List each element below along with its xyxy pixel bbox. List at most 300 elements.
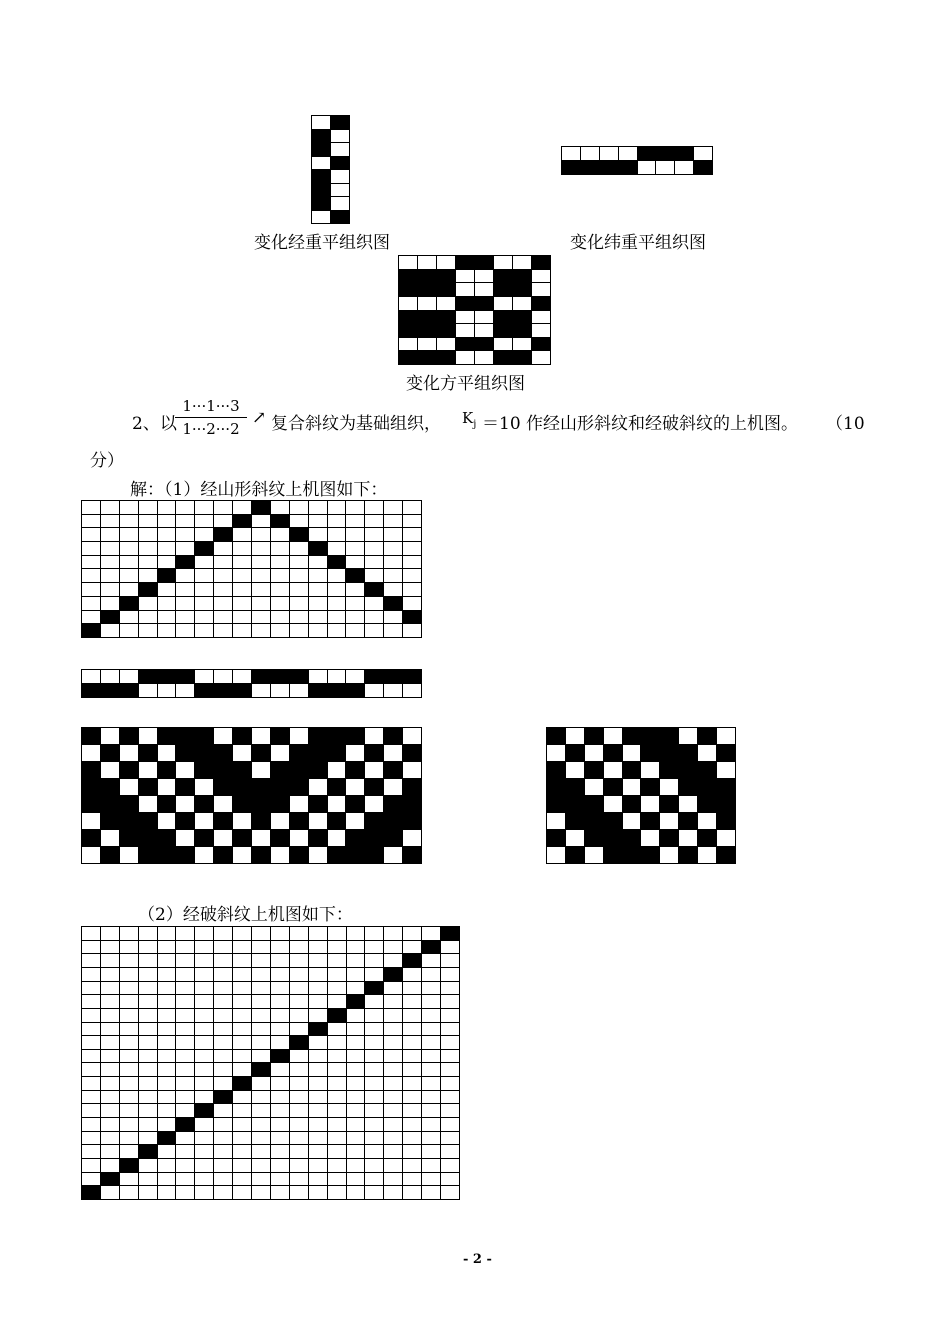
grid-cell	[384, 779, 402, 795]
grid-cell	[158, 927, 176, 940]
grid-cell	[309, 597, 327, 610]
grid-cell	[158, 796, 176, 812]
grid-cell	[176, 1173, 194, 1186]
grid-cell	[252, 779, 270, 795]
grid-cell	[139, 762, 157, 778]
grid-cell	[365, 954, 383, 967]
grid-cell	[158, 1104, 176, 1117]
grid-cell	[623, 762, 641, 778]
grid-cell	[139, 583, 157, 596]
grid-cell	[101, 954, 119, 967]
grid-cell	[403, 1050, 421, 1063]
grid-cell	[101, 670, 119, 683]
grid-cell	[585, 796, 603, 812]
grid-cell	[290, 1050, 308, 1063]
grid-cell	[252, 670, 270, 683]
grid-cell	[82, 1050, 100, 1063]
grid-cell	[158, 684, 176, 697]
grid-cell	[290, 1023, 308, 1036]
grid-cell	[604, 830, 622, 846]
grid-cell	[252, 847, 270, 863]
grid-cell	[195, 556, 213, 569]
grid-cell	[120, 1118, 138, 1131]
grid-cell	[176, 982, 194, 995]
grid-cell	[422, 1063, 440, 1076]
grid-cell	[347, 1077, 365, 1090]
grid-cell	[214, 1091, 232, 1104]
grid-cell	[271, 611, 289, 624]
grid-cell	[233, 813, 251, 829]
grid-cell	[679, 847, 697, 863]
grid-cell	[82, 1009, 100, 1022]
grid-cell	[346, 515, 364, 528]
grid-cell	[328, 1173, 346, 1186]
grid-cell	[101, 1077, 119, 1090]
grid-cell	[101, 1091, 119, 1104]
grid-cell	[252, 1186, 270, 1199]
grid-cell	[532, 351, 550, 364]
grid-cell	[494, 311, 512, 324]
grid-cell	[82, 1159, 100, 1172]
grid-cell	[195, 670, 213, 683]
grid-cell	[532, 338, 550, 351]
grid-cell	[698, 796, 716, 812]
grid-cell	[120, 583, 138, 596]
grid-cell	[399, 297, 417, 310]
grid-cell	[101, 762, 119, 778]
grid-cell	[176, 1159, 194, 1172]
grid-cell	[422, 982, 440, 995]
grid-cell	[120, 813, 138, 829]
grid-cell	[384, 830, 402, 846]
grid-cell	[437, 311, 455, 324]
grid-cell	[403, 927, 421, 940]
grid-cell	[252, 927, 270, 940]
grid-cell	[271, 995, 289, 1008]
grid-cell	[139, 1091, 157, 1104]
grid-cell	[158, 847, 176, 863]
grid-cell	[82, 1091, 100, 1104]
grid-cell	[101, 501, 119, 514]
grid-cell	[717, 745, 735, 761]
grid-cell	[441, 1063, 459, 1076]
grid-cell	[422, 1104, 440, 1117]
grid-cell	[623, 728, 641, 744]
grid-cell	[195, 583, 213, 596]
grid-cell	[214, 1145, 232, 1158]
grid-cell	[309, 624, 327, 637]
grid-cell	[656, 147, 674, 160]
grid-cell	[475, 270, 493, 283]
grid-cell	[195, 779, 213, 795]
grid-cell	[101, 941, 119, 954]
grid-cell	[403, 528, 421, 541]
grid-cell	[271, 556, 289, 569]
grid-cell	[679, 796, 697, 812]
grid-cell	[309, 684, 327, 697]
grid-cell	[252, 813, 270, 829]
grid-cell	[82, 941, 100, 954]
grid-cell	[252, 968, 270, 981]
grid-cell	[547, 847, 565, 863]
grid-cell	[365, 597, 383, 610]
grid-cell	[717, 796, 735, 812]
grid-cell	[328, 1132, 346, 1145]
grid-cell	[214, 1173, 232, 1186]
grid-cell	[441, 968, 459, 981]
grid-cell	[101, 624, 119, 637]
grid-cell	[82, 1077, 100, 1090]
grid-cell	[328, 779, 346, 795]
grid-cell	[422, 1077, 440, 1090]
grid-cell	[346, 597, 364, 610]
grid-cell	[638, 161, 656, 174]
grid-cell	[384, 670, 402, 683]
grid-cell	[252, 941, 270, 954]
grid-cell	[120, 1091, 138, 1104]
grid-cell	[290, 597, 308, 610]
grid-cell	[698, 847, 716, 863]
basket-weave-diagram	[398, 255, 551, 365]
grid-cell	[290, 1009, 308, 1022]
grid-cell	[82, 1132, 100, 1145]
grid-cell	[309, 1145, 327, 1158]
grid-cell	[365, 1009, 383, 1022]
grid-cell	[403, 745, 421, 761]
grid-cell	[139, 1063, 157, 1076]
grid-cell	[176, 968, 194, 981]
grid-cell	[384, 1091, 402, 1104]
grid-cell	[384, 968, 402, 981]
grid-cell	[82, 569, 100, 582]
grid-cell	[139, 1132, 157, 1145]
grid-cell	[82, 670, 100, 683]
grid-cell	[365, 982, 383, 995]
grid-cell	[101, 1050, 119, 1063]
grid-cell	[139, 1159, 157, 1172]
grid-cell	[365, 569, 383, 582]
grid-cell	[271, 528, 289, 541]
grid-cell	[403, 968, 421, 981]
grid-cell	[532, 324, 550, 337]
grid-cell	[139, 556, 157, 569]
grid-cell	[365, 813, 383, 829]
grid-cell	[271, 830, 289, 846]
grid-cell	[365, 556, 383, 569]
grid-cell	[437, 256, 455, 269]
grid-cell	[698, 728, 716, 744]
grid-cell	[158, 1145, 176, 1158]
grid-cell	[139, 796, 157, 812]
grid-cell	[195, 611, 213, 624]
grid-cell	[328, 597, 346, 610]
grid-cell	[233, 583, 251, 596]
grid-cell	[441, 927, 459, 940]
grid-cell	[365, 1077, 383, 1090]
grid-cell	[195, 1091, 213, 1104]
grid-cell	[139, 1173, 157, 1186]
grid-cell	[195, 830, 213, 846]
grid-cell	[120, 779, 138, 795]
grid-cell	[384, 501, 402, 514]
grid-cell	[271, 779, 289, 795]
grid-cell	[214, 556, 232, 569]
grid-cell	[346, 745, 364, 761]
grid-cell	[347, 1186, 365, 1199]
grid-cell	[214, 501, 232, 514]
grid-cell	[82, 597, 100, 610]
grid-cell	[384, 1009, 402, 1022]
grid-cell	[547, 813, 565, 829]
weft-rib-caption: 变化纬重平组织图	[570, 233, 706, 253]
grid-cell	[403, 670, 421, 683]
grid-cell	[309, 1050, 327, 1063]
grid-cell	[290, 501, 308, 514]
grid-cell	[346, 556, 364, 569]
grid-cell	[176, 1118, 194, 1131]
grid-cell	[82, 1063, 100, 1076]
grid-cell	[660, 728, 678, 744]
grid-cell	[399, 270, 417, 283]
grid-cell	[233, 1036, 251, 1049]
grid-cell	[176, 745, 194, 761]
grid-cell	[271, 569, 289, 582]
grid-cell	[656, 161, 674, 174]
grid-cell	[309, 1023, 327, 1036]
grid-cell	[312, 184, 330, 197]
grid-cell	[384, 796, 402, 812]
grid-cell	[604, 796, 622, 812]
grid-cell	[331, 170, 349, 183]
grid-cell	[195, 995, 213, 1008]
grid-cell	[309, 1132, 327, 1145]
grid-cell	[176, 1091, 194, 1104]
grid-cell	[717, 779, 735, 795]
grid-cell	[403, 611, 421, 624]
grid-cell	[309, 982, 327, 995]
grid-cell	[233, 745, 251, 761]
grid-cell	[139, 1145, 157, 1158]
grid-cell	[139, 569, 157, 582]
grid-cell	[347, 1118, 365, 1131]
grid-cell	[214, 968, 232, 981]
grid-cell	[233, 1173, 251, 1186]
grid-cell	[679, 830, 697, 846]
grid-cell	[120, 556, 138, 569]
grid-cell	[290, 982, 308, 995]
grid-cell	[365, 528, 383, 541]
grid-cell	[403, 597, 421, 610]
grid-cell	[365, 542, 383, 555]
grid-cell	[494, 338, 512, 351]
grid-cell	[384, 1023, 402, 1036]
grid-cell	[158, 1173, 176, 1186]
grid-cell	[347, 1023, 365, 1036]
grid-cell	[252, 684, 270, 697]
grid-cell	[158, 1023, 176, 1036]
grid-cell	[312, 130, 330, 143]
grid-cell	[328, 542, 346, 555]
grid-cell	[422, 1050, 440, 1063]
grid-cell	[309, 528, 327, 541]
grid-cell	[328, 847, 346, 863]
grid-cell	[101, 1186, 119, 1199]
grid-cell	[233, 515, 251, 528]
grid-cell	[331, 143, 349, 156]
grid-cell	[233, 1132, 251, 1145]
grid-cell	[158, 556, 176, 569]
grid-cell	[328, 611, 346, 624]
grid-cell	[101, 1145, 119, 1158]
grid-cell	[252, 528, 270, 541]
grid-cell	[271, 847, 289, 863]
grid-cell	[233, 847, 251, 863]
grid-cell	[214, 762, 232, 778]
grid-cell	[309, 995, 327, 1008]
grid-cell	[441, 1118, 459, 1131]
grid-cell	[513, 351, 531, 364]
grid-cell	[403, 982, 421, 995]
grid-cell	[271, 583, 289, 596]
grid-cell	[252, 1118, 270, 1131]
grid-cell	[158, 1186, 176, 1199]
grid-cell	[214, 1118, 232, 1131]
grid-cell	[309, 813, 327, 829]
grid-cell	[441, 1145, 459, 1158]
grid-cell	[437, 351, 455, 364]
grid-cell	[399, 351, 417, 364]
grid-cell	[195, 1036, 213, 1049]
grid-cell	[623, 830, 641, 846]
grid-cell	[290, 745, 308, 761]
grid-cell	[176, 1145, 194, 1158]
grid-cell	[641, 796, 659, 812]
grid-cell	[694, 147, 712, 160]
k-label: K	[462, 409, 474, 427]
grid-cell	[403, 1145, 421, 1158]
grid-cell	[494, 351, 512, 364]
grid-cell	[271, 728, 289, 744]
grid-cell	[271, 1173, 289, 1186]
grid-cell	[176, 830, 194, 846]
grid-cell	[566, 745, 584, 761]
grid-cell	[101, 1118, 119, 1131]
grid-cell	[252, 1009, 270, 1022]
grid-cell	[679, 813, 697, 829]
grid-cell	[82, 954, 100, 967]
grid-cell	[120, 847, 138, 863]
fraction-denominator: 1···2···2	[182, 420, 240, 438]
grid-cell	[660, 847, 678, 863]
grid-cell	[252, 1173, 270, 1186]
grid-cell	[547, 830, 565, 846]
grid-cell	[456, 256, 474, 269]
grid-cell	[139, 1104, 157, 1117]
grid-cell	[312, 211, 330, 224]
grid-cell	[271, 1050, 289, 1063]
grid-cell	[562, 147, 580, 160]
grid-cell	[271, 1118, 289, 1131]
grid-cell	[566, 813, 584, 829]
grid-cell	[82, 684, 100, 697]
grid-cell	[384, 1159, 402, 1172]
grid-cell	[82, 1023, 100, 1036]
grid-cell	[252, 1132, 270, 1145]
grid-cell	[158, 670, 176, 683]
grid-cell	[139, 927, 157, 940]
grid-cell	[252, 728, 270, 744]
grid-cell	[532, 256, 550, 269]
grid-cell	[271, 670, 289, 683]
grid-cell	[312, 170, 330, 183]
grid-cell	[271, 1104, 289, 1117]
grid-cell	[494, 283, 512, 296]
grid-cell	[120, 982, 138, 995]
grid-cell	[347, 1173, 365, 1186]
grid-cell	[290, 684, 308, 697]
grid-cell	[82, 1186, 100, 1199]
grid-cell	[214, 1077, 232, 1090]
grid-cell	[271, 684, 289, 697]
grid-cell	[120, 1104, 138, 1117]
grid-cell	[312, 116, 330, 129]
grid-cell	[679, 762, 697, 778]
grid-cell	[456, 297, 474, 310]
grid-cell	[233, 1145, 251, 1158]
grid-cell	[346, 624, 364, 637]
grid-cell	[532, 283, 550, 296]
grid-cell	[271, 1009, 289, 1022]
grid-cell	[441, 1077, 459, 1090]
grid-cell	[195, 954, 213, 967]
grid-cell	[214, 830, 232, 846]
grid-cell	[384, 762, 402, 778]
grid-cell	[399, 256, 417, 269]
grid-cell	[82, 830, 100, 846]
grid-cell	[309, 501, 327, 514]
grid-cell	[290, 954, 308, 967]
grid-cell	[101, 728, 119, 744]
grid-cell	[233, 762, 251, 778]
grid-cell	[384, 1132, 402, 1145]
grid-cell	[233, 830, 251, 846]
grid-cell	[441, 1036, 459, 1049]
grid-cell	[346, 847, 364, 863]
grid-cell	[604, 728, 622, 744]
grid-cell	[441, 1173, 459, 1186]
grid-cell	[195, 1132, 213, 1145]
grid-cell	[604, 745, 622, 761]
grid-cell	[403, 569, 421, 582]
grid-cell	[403, 515, 421, 528]
grid-cell	[328, 1091, 346, 1104]
grid-cell	[422, 1173, 440, 1186]
grid-cell	[139, 941, 157, 954]
grid-cell	[422, 1118, 440, 1131]
grid-cell	[365, 670, 383, 683]
question-text-a: 复合斜纹为基础组织，	[271, 414, 441, 434]
grid-cell	[475, 311, 493, 324]
grid-cell	[233, 941, 251, 954]
grid-cell	[309, 1104, 327, 1117]
grid-cell	[384, 745, 402, 761]
grid-cell	[422, 1132, 440, 1145]
grid-cell	[120, 941, 138, 954]
grid-cell	[331, 130, 349, 143]
grid-cell	[403, 830, 421, 846]
grid-cell	[309, 1159, 327, 1172]
grid-cell	[214, 624, 232, 637]
